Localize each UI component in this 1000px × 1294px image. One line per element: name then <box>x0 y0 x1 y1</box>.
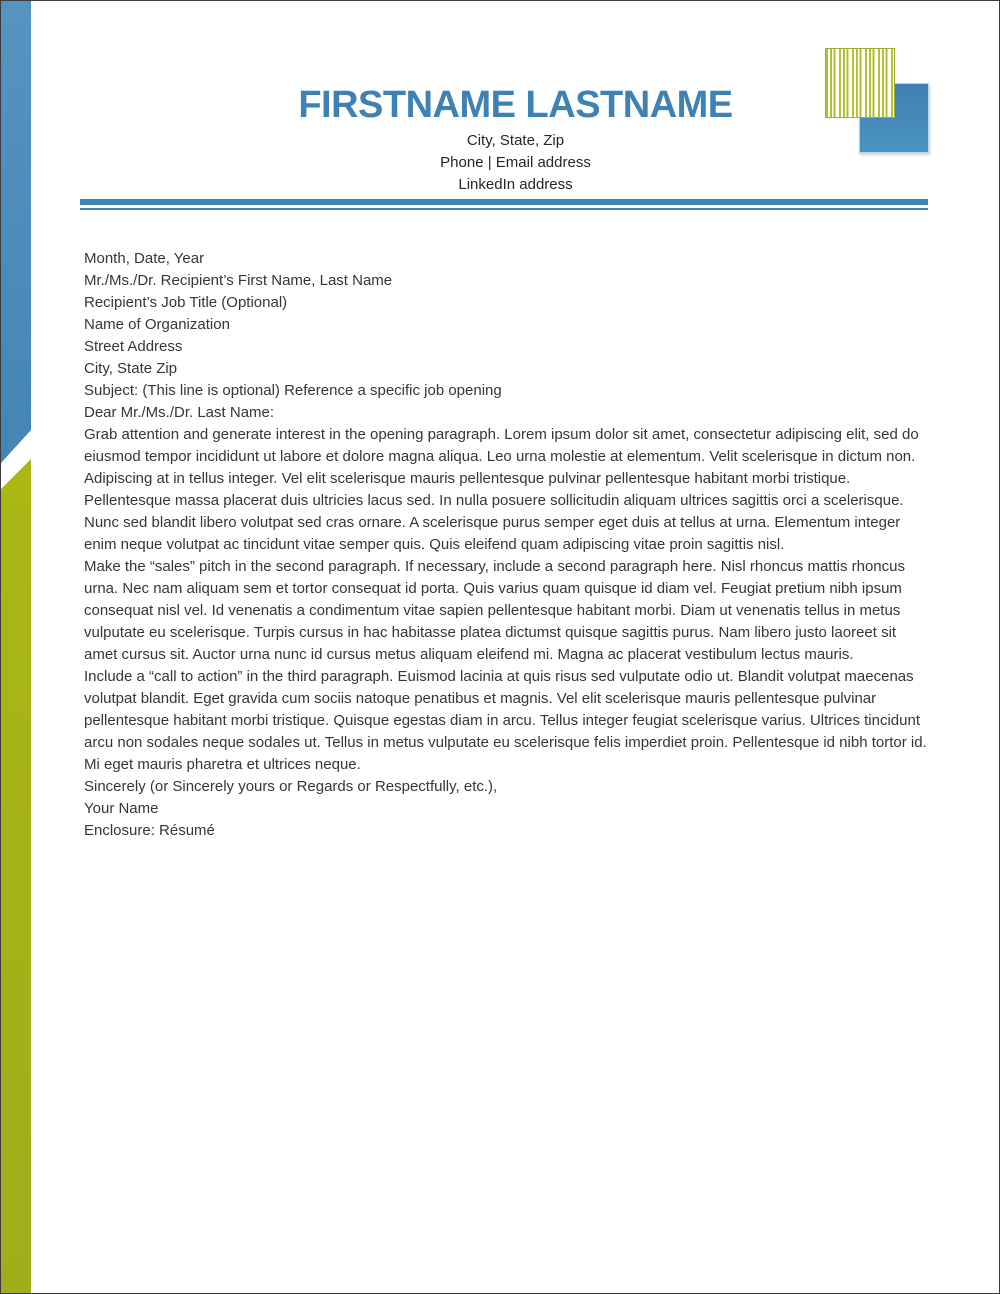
signature-name: Your Name <box>84 800 159 817</box>
date-line: Month, Date, Year <box>84 250 205 267</box>
recipient-name-line: Mr./Ms./Dr. Recipient’s First Name, Last Name <box>84 272 393 289</box>
accent-bar-green-segment <box>1 459 31 1293</box>
two-tone-accent-bar <box>1 1 31 1293</box>
divider-thin-line <box>80 208 928 210</box>
closing-line: Sincerely (or Sincerely yours or Regards or Respectfully, etc.), <box>84 778 498 795</box>
subject-line: Subject: (This line is optional) Reference a specific job opening <box>84 382 502 399</box>
recipient-street-line: Street Address <box>84 338 183 355</box>
header-divider <box>80 199 928 210</box>
contact-line-phone-email: Phone | Email address <box>440 154 591 171</box>
body-paragraph-1: Grab attention and generate interest in the opening paragraph. Lorem ipsum dolor sit amet, consectetur adipiscing elit, sed do eiusmod tempor incididunt ut labore et dolore magna aliqua. Leo urna molestie at elementum. Velit scelerisque in dictum non. Adipiscing at in tellus integer. Vel elit scelerisque mauris pellentesque pulvinar pellentesque habitant morbi tristique. Pellentesque massa placerat duis ultricies lacus sed. In nulla posuere sollicitudin aliquam ultrices sagittis orci a scelerisque. Nunc sed blandit libero volutpat sed cras ornare. A scelerisque purus semper eget duis at tellus at urna. Elementum integer enim neque volutpat ac tincidunt vitae semper quis. Quis eleifend quam adipiscing vitae proin sagittis nisl. <box>84 426 919 553</box>
body-paragraph-2: Make the “sales” pitch in the second paragraph. If necessary, include a second paragraph here. Nisl rhoncus mattis rhoncus urna. Nec nam aliquam sem et tortor consequat id porta. Quis varius quam quisque id diam vel. Feugiat pretium nibh ipsum consequat nisl vel. Id venenatis a condimentum vitae sapien pellentesque habitant morbi. Diam ut venenatis tellus in metus vulputate eu scelerisque. Turpis cursus in hac habitasse platea dictumst quisque sagittis purus. Nam libero justo laoreet sit amet cursus sit. Auctor urna nunc id cursus metus aliquam eleifend mi. Magna ac placerat vestibulum lectus mauris. <box>84 558 905 663</box>
recipient-city-line: City, State Zip <box>84 360 178 377</box>
recipient-organization-line: Name of Organization <box>84 316 230 333</box>
contact-line-city: City, State, Zip <box>466 132 565 149</box>
body-paragraph-3: Include a “call to action” in the third paragraph. Euismod lacinia at quis risus sed vulputate odio ut. Blandit volutpat maecenas volutpat blandit. Eget gravida cum sociis natoque penatibus et magnis. Vel elit scelerisque mauris pellentesque pulvinar pellentesque habitant morbi tristique. Quisque egestas diam in arcu. Tellus integer feugiat scelerisque varius. Ultrices tincidunt arcu non sodales neque sodales ut. Tellus in metus vulputate eu scelerisque felis imperdiet proin. Pellentesque id nibh tortor id. Mi eget mauris pharetra et ultrices neque. <box>84 668 927 773</box>
contact-line-linkedin: LinkedIn address <box>458 176 573 193</box>
accent-bar-blue-segment <box>1 1 31 463</box>
recipient-title-line: Recipient’s Job Title (Optional) <box>84 294 288 311</box>
enclosure-line: Enclosure: Résumé <box>84 822 215 839</box>
green-striped-square-graphic <box>825 48 895 118</box>
page-title: FIRSTNAME LASTNAME <box>298 84 733 126</box>
salutation-line: Dear Mr./Ms./Dr. Last Name: <box>84 404 275 421</box>
letter-body <box>84 248 932 842</box>
contact-block <box>32 130 999 196</box>
